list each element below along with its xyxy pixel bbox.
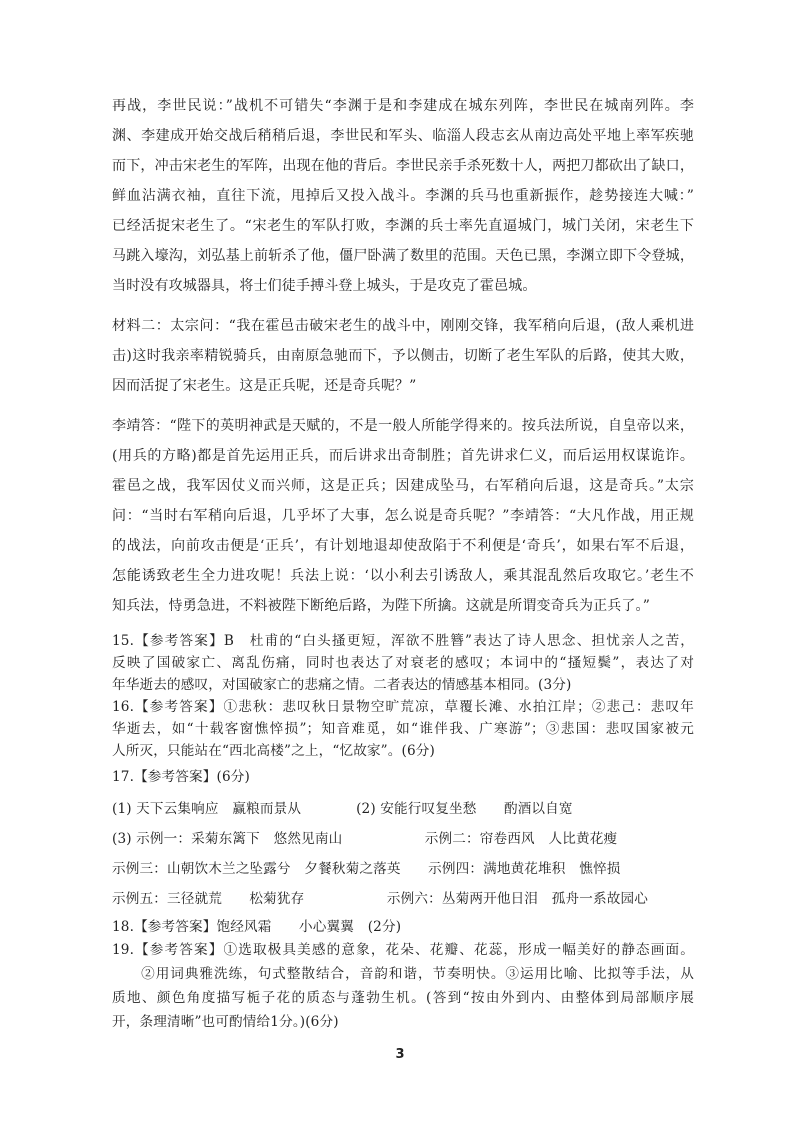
text-line: 知兵法，恃勇急进，不料被陛下断绝后路，为陛下所擒。这就是所谓变奇兵为正兵了。”	[112, 598, 651, 614]
text-line: 人所灭，只能站在“西北高楼”之上，“忆故家”。(6分)	[112, 743, 435, 759]
answer-17-row: 示例三：山朝饮木兰之坠露兮 夕餐秋菊之落英 示例四：满地黄花堆积 憔悴损	[112, 861, 621, 877]
text-line: 而下，冲击宋老生的军阵，出现在他的背后。李世民亲手杀死数十人，两把刀都砍出了缺口，	[112, 158, 694, 174]
answer-19: 19.【参考答案】①选取极具美感的意象，花朵、花瓣、花蕊，形成一幅美好的静态画面。	[112, 942, 694, 958]
text-line: 因而活捉了宋老生。这是正兵呢，还是奇兵呢？”	[112, 378, 417, 394]
text-line: (用兵的方略)都是首先运用正兵，而后讲求出奇制胜；首先讲求仁义，而后运用权谋诡诈。	[112, 448, 694, 464]
text-line: 怎能诱致老生全力进攻呢！兵法上说：‘以小利去引诱敌人，乘其混乱然后攻取它。’老生不	[112, 568, 694, 584]
answer-17-row: (1) 天下云集响应 赢粮而景从 (2) 安能行叹复坐愁 酌酒以自宽	[112, 801, 573, 817]
answer-17-row: 示例五：三径就荒 松菊犹存 示例六：丛菊两开他日泪 孤舟一系故园心	[112, 891, 649, 907]
text-line: 已经活捉宋老生了。“宋老生的军队打败，李渊的兵士率先直逼城门，城门关闭，宋老生下	[112, 218, 694, 234]
text-line: 渊、李建成开始交战后稍稍后退，李世民和军头、临淄人段志玄从南边高处平地上率军疾驰	[112, 128, 694, 144]
text-line: 材料二：太宗问：“我在霍邑击破宋老生的战斗中，刚刚交锋，我军稍向后退，(敌人乘机进	[112, 318, 694, 334]
text-line: ②用词典雅洗练，句式整散结合，音韵和谐，节奏明快。③运用比喻、比拟等手法，从	[112, 966, 694, 982]
text-line: 霍邑之战，我军因仗义而兴师，这是正兵；因建成坠马，右军稍向后退，这是奇兵。”太宗	[112, 478, 694, 494]
text-line: 再战，李世民说：”战机不可错失“李渊于是和李建成在城东列阵，李世民在城南列阵。李	[112, 98, 694, 114]
text-line: 的战法，向前攻击便是‘正兵’，有计划地退却使敌陷于不利便是‘奇兵’，如果右军不后退，	[112, 538, 694, 554]
text-line: 华逝去，如“十载客窗憔悴损”；知音难觅，如“谁伴我、广寒游”；③悲国：悲叹国家被元	[112, 721, 694, 737]
text-line: 李靖答：“陛下的英明神武是天赋的，不是一般人所能学得来的。按兵法所说，自皇帝以来，	[112, 418, 694, 434]
page-number: 3	[395, 1047, 405, 1062]
text-line: 开，条理清晰”也可酌情给1分。)(6分)	[112, 1014, 339, 1030]
text-line: 当时没有攻城器具，将士们徒手搏斗登上城头，于是攻克了霍邑城。	[112, 278, 537, 294]
text-line: 质地、颜色角度描写栀子花的质态与蓬勃生机。(答到“按由外到内、由整体到局部顺序展	[112, 990, 694, 1006]
text-line: 年华逝去的感叹，对国破家亡的悲痛之情。二者表达的情感基本相同。(3分)	[112, 677, 572, 693]
answer-17-row: (3) 示例一：采菊东篱下 悠然见南山 示例二：帘卷西风 人比黄花瘦	[112, 831, 618, 847]
text-line: 问：“当时右军稍向后退，几乎坏了大事，怎么说是奇兵呢？”李靖答：“大凡作战，用正规	[112, 508, 694, 524]
answer-17: 17.【参考答案】(6分)	[112, 769, 250, 785]
text-line: 击)这时我亲率精锐骑兵，由南原急驰而下，予以侧击，切断了老生军队的后路，使其大败，	[112, 348, 694, 364]
text-line: 马跳入壕沟，刘弘基上前斩杀了他，僵尸卧满了数里的范围。天色已黑，李渊立即下令登城，	[112, 248, 694, 264]
text-line: 反映了国破家亡、离乱伤痛，同时也表达了对衰老的感叹；本词中的“搔短鬓”，表达了对	[112, 655, 694, 671]
text-line: 鲜血沾满衣袖，直往下流，甩掉后又投入战斗。李渊的兵马也重新振作，趁势接连大喊：”	[112, 188, 694, 204]
answer-18: 18.【参考答案】饱经风霜 小心翼翼 (2分)	[112, 919, 402, 935]
answer-15: 15.【参考答案】B 杜甫的“白头搔更短，浑欲不胜簪”表达了诗人思念、担忧亲人之苦，	[112, 633, 694, 649]
answer-16: 16.【参考答案】①悲秋：悲叹秋日景物空旷荒凉，草覆长滩、水拍江岸；②悲己：悲叹年	[112, 699, 694, 715]
